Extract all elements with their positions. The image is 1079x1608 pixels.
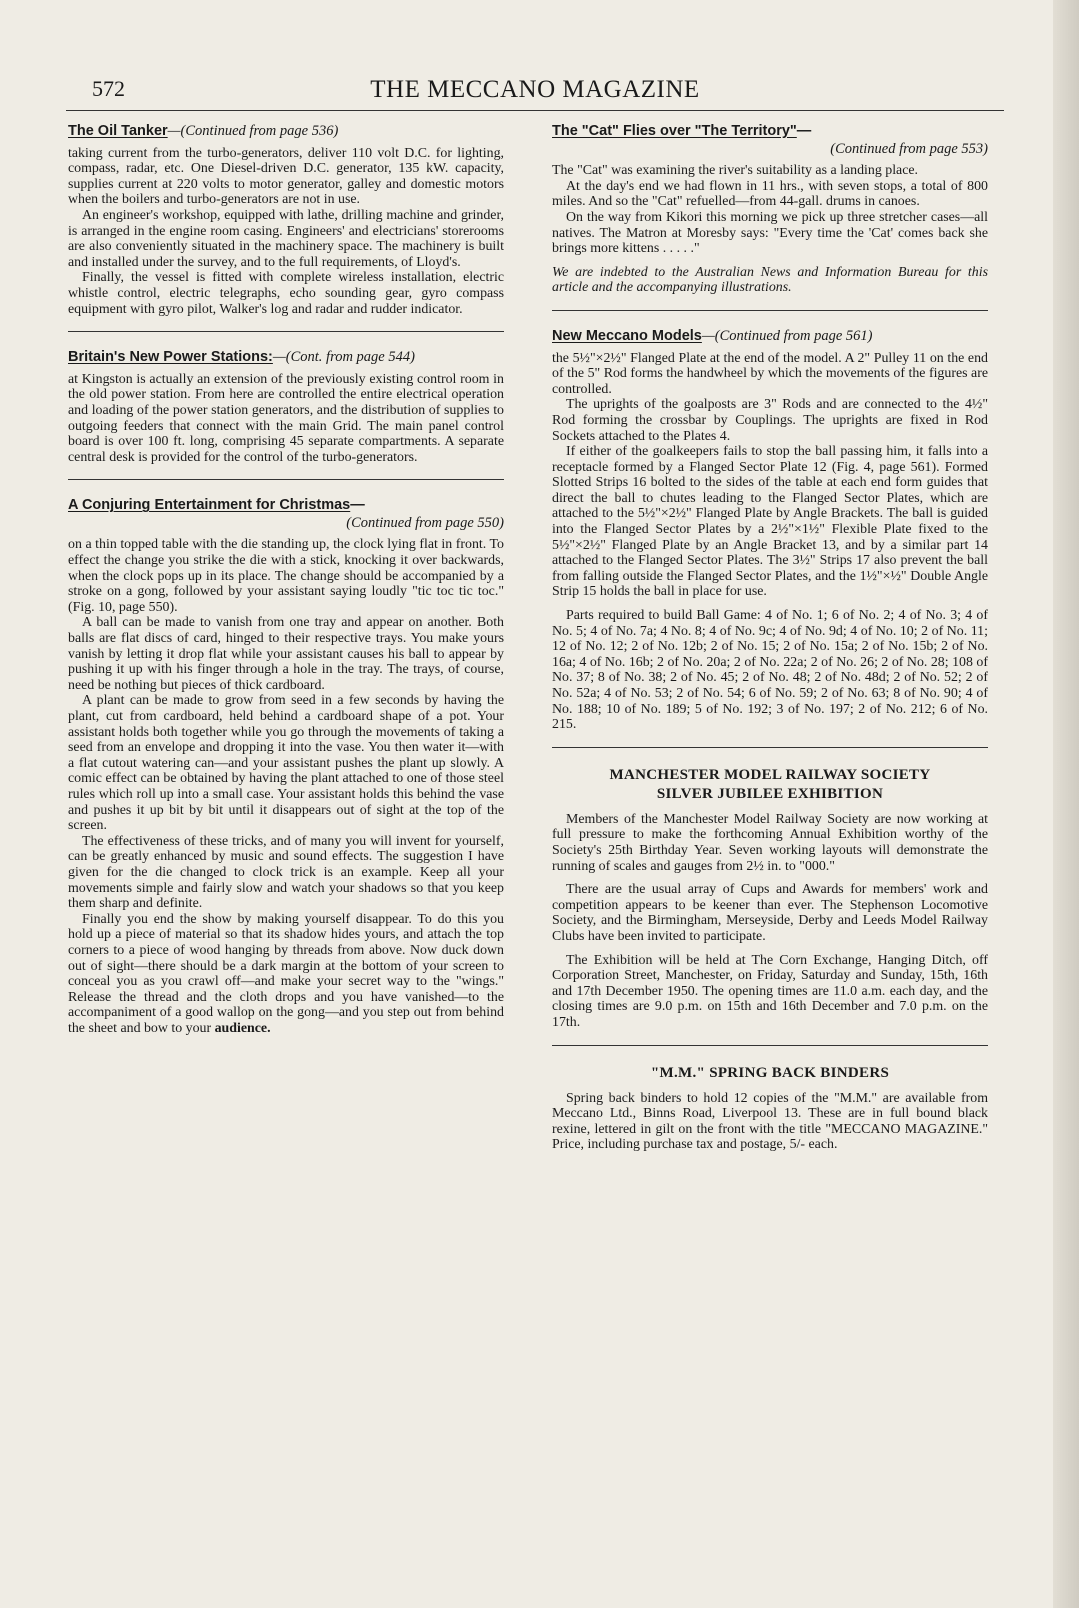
meccano-models-section bbox=[552, 329, 988, 733]
meccano-models-paragraph-3: If either of the goalkeepers fails to stop the ball passing him, it falls into a receptacle formed by a Flanged Sector Plate 12 (Fig. 4, page 561). Formed Slotted Strips 16 bolted to the sides of the table at each end form guides that direct the ball to chutes leading to the Flanged Sector Plates, which are attached to the 5½"×2½" Flanged Plate by Angle Brackets. The ball is guided into the Flanged Sector Plates by a 2½"×1½" Flexible Plate fixed to the 5½"×2½" Flanged Plate by an Angle Bracket 13, and by a similar part 14 attached to the Flanged Sector Plates. The 3½" Strips 17 also prevent the ball from falling outside the Flanged Sector Plates, and the 1½"×½" Double Angle Strip 15 holds the ball in place for use. bbox=[552, 444, 988, 600]
right-column bbox=[552, 124, 988, 1153]
oil-tanker-heading bbox=[68, 124, 504, 140]
conjuring-paragraph-5-text: Finally you end the show by making yourself disappear. To do this you hold up a piece of material so that its shadow hides yours, and attach the top corners to a piece of wood hanging by threads from above. Now duck down out of sight—there should be a dark margin at the bottom of your screen to conceal you as you crawl off—and make your secret way to the "wings." Release the thread and the cloth drops and you have vanished—to the accompaniment of a good wallop on the gong—and you step out from behind the sheet and bow to your bbox=[68, 911, 504, 1036]
railway-paragraph-2: There are the usual array of Cups and Awards for members' work and competition appears to be keener than ever. The Stephenson Locomotive Society, and the Birmingham, Merseyside, Derby and Leeds Model Railway Clubs have been invited to participate. bbox=[552, 882, 988, 944]
cat-section bbox=[552, 124, 988, 296]
cat-continued: (Continued from page 553) bbox=[830, 140, 988, 157]
cat-paragraph-1: The "Cat" was examining the river's suitability as a landing place. bbox=[552, 163, 919, 179]
power-stations-continued: —(Cont. from page 544) bbox=[272, 349, 415, 366]
conjuring-paragraph-4: The effectiveness of these tricks, and of many you will invent for yourself, can be greatly enhanced by music and sound effects. The suggestion I have given for the die changed to clock trick is an example. Keep all your movements simple and fairly slow and watch your shadows so that you keep them sharp and definite. bbox=[68, 833, 504, 912]
section-divider bbox=[552, 1045, 988, 1046]
cat-heading bbox=[552, 124, 988, 157]
railway-section bbox=[552, 766, 988, 1031]
cat-title: The "Cat" Flies over "The Territory" bbox=[552, 123, 797, 139]
cat-paragraph-2: At the day's end we had flown in 11 hrs., with seven stops, a total of 800 miles. And so the "Cat" refuelled—from 44-gall. drums in canoes. bbox=[552, 178, 988, 210]
meccano-models-paragraph-1: the 5½"×2½" Flanged Plate at the end of the model. A 2" Pulley 11 on the end of the 5" Rod forms the handwheel by which the movements of the figures are controlled. bbox=[552, 350, 988, 397]
parts-list: Parts required to build Ball Game: 4 of No. 1; 6 of No. 2; 4 of No. 3; 4 of No. 5; 4 of No. 7a; 4 No. 8; 4 of No. 9c; 4 of No. 9d; 4 of No. 10; 2 of No. 11; 12 of No. 12; 2 of No. 12b; 2 of No. 15; 2 of No. 15a; 2 of No. 15b; 2 of No. 16a; 4 of No. 16b; 2 of No. 20a; 2 of No. 22a; 2 of No. 26; 2 of No. 28; 108 of No. 37; 8 of No. 38; 2 of No. 45; 2 of No. 48; 2 of No. 48d; 2 of No. 52; 2 of No. 52a; 4 of No. 53; 2 of No. 54; 6 of No. 59; 2 of No. 63; 8 of No. 90; 4 of No. 188; 10 of No. 189; 5 of No. 192; 3 of No. 197; 2 of No. 212; 6 of No. 215. bbox=[552, 608, 988, 733]
conjuring-section bbox=[68, 498, 504, 1036]
cat-credit: We are indebted to the Australian News and Information Bureau for this article and the accompanying illustrations. bbox=[552, 264, 988, 296]
header-rule bbox=[66, 110, 1004, 111]
meccano-models-heading bbox=[552, 329, 988, 345]
conjuring-paragraph-3: A plant can be made to grow from seed in a few seconds by having the plant, cut from cardboard, held behind a cardboard shape of a pot. Your assistant holds both together while you go through the movements of taking a seed from an envelope and dropping it into the vase. You then water it—with a flat cutout watering can—and your assistant pushes the plant up slowly. A comic effect can be obtained by having the plant attached to one of those steel rules which roll up into a small case. Your assistant holds this behind the vase and pushes it up bit by bit until it disappears out of sight at the top of the screen. bbox=[68, 693, 504, 834]
oil-tanker-paragraph-2: An engineer's workshop, equipped with lathe, drilling machine and grinder, is arranged in the engine room casing. Engineers' and electricians' storerooms are also conveniently situated in the machinery space. The machinery is built and installed under the survey, and to the full requirements, of Lloyd's. bbox=[68, 207, 504, 270]
meccano-models-paragraph-2: The uprights of the goalposts are 3" Rods and are connected to the 4½" Rod forming the crossbar by Couplings. The uprights are fixed in Rod Sockets attached to the Plates 4. bbox=[552, 397, 988, 444]
conjuring-continued: (Continued from page 550) bbox=[346, 514, 504, 531]
binders-paragraph-1: Spring back binders to hold 12 copies of the "M.M." are available from Meccano Ltd., Binns Road, Liverpool 13. These are in full bound black rexine, lettered in gilt on the front with the title "MECCANO MAGAZINE." Price, including purchase tax and postage, 5/- each. bbox=[552, 1090, 988, 1153]
meccano-models-title: New Meccano Models bbox=[552, 327, 702, 344]
power-stations-title: Britain's New Power Stations: bbox=[68, 349, 273, 366]
railway-heading bbox=[552, 766, 988, 804]
power-stations-section bbox=[68, 350, 504, 465]
page-edge-shadow bbox=[1053, 0, 1079, 1608]
conjuring-paragraph-5-end: audience. bbox=[214, 1020, 271, 1036]
oil-tanker-section bbox=[68, 124, 504, 317]
conjuring-paragraph-2: A ball can be made to vanish from one tray and appear on another. Both balls are flat discs of card, hinged to their respective trays. You make yours vanish by letting it drop flat while your assistant causes his ball to appear by pushing it up with his finger through a hole in the tray. The trays, of course, need be nothing but pieces of thick cardboard. bbox=[68, 615, 504, 693]
railway-heading-line-1: MANCHESTER MODEL RAILWAY SOCIETY bbox=[609, 766, 931, 783]
page-number: 572 bbox=[92, 76, 125, 101]
conjuring-title: A Conjuring Entertainment for Christmas bbox=[68, 497, 351, 514]
cat-paragraph-3: On the way from Kikori this morning we pick up three stretcher cases—all natives. The Matron at Moresby says: "Every time the 'Cat' comes back she brings more kittens . . . . ." bbox=[552, 209, 988, 257]
binders-heading: "M.M." SPRING BACK BINDERS bbox=[650, 1064, 890, 1081]
railway-heading-line-2: SILVER JUBILEE EXHIBITION bbox=[656, 785, 884, 802]
oil-tanker-paragraph-1: taking current from the turbo-generators, deliver 110 volt D.C. for lighting, compass, radar, etc. One Diesel-driven D.C. generator, 135 kW. capacity, supplies current at 220 volts to motor generator, galley and domestic motors when the boilers and turbo-generators are not in use. bbox=[68, 145, 504, 208]
conjuring-dash: — bbox=[350, 497, 365, 514]
meccano-models-continued: —(Continued from page 561) bbox=[701, 327, 873, 344]
conjuring-paragraph-1: on a thin topped table with the die standing up, the clock lying flat in front. To effect the change you strike the die with a stick, knocking it over backwards, when the clock pops up in its place. The change should be accompanied by a stroke on a gong, followed by your assistant saying loudly "tic toc tic toc." (Fig. 10, page 550). bbox=[68, 537, 504, 615]
page-header bbox=[66, 76, 1004, 106]
conjuring-heading bbox=[68, 498, 504, 531]
section-divider bbox=[68, 331, 504, 332]
binders-section bbox=[552, 1064, 988, 1153]
oil-tanker-paragraph-3: Finally, the vessel is fitted with complete wireless installation, electric whistle control, electric telegraphs, echo sounding gear, gyro compass equipment with gyro pilot, Walker's log and radar and rudder indicator. bbox=[68, 270, 504, 317]
left-column bbox=[68, 124, 504, 1036]
power-stations-paragraph-1: at Kingston is actually an extension of the previously existing control room in the old power station. From here are controlled the entire electrical operation and loading of the power station generators, and the distribution of supplies to outgoing feeders that connect with the main Grid. The main panel control board is over 100 ft. long, comprising 45 separate compartments. A separate central desk is provided for the control of the turbo-generators. bbox=[68, 371, 504, 465]
power-stations-heading bbox=[68, 350, 504, 366]
magazine-title: THE MECCANO MAGAZINE bbox=[370, 76, 700, 103]
railway-paragraph-1: Members of the Manchester Model Railway Society are now working at full pressure to make the forthcoming Annual Exhibition worthy of the Society's 25th Birthday Year. Seven working layouts will demonstrate the running of scales and gauges from 2½ in. to "000." bbox=[552, 811, 988, 874]
section-divider bbox=[68, 479, 504, 480]
oil-tanker-title: The Oil Tanker bbox=[68, 123, 168, 139]
oil-tanker-continued: —(Continued from page 536) bbox=[167, 123, 339, 139]
railway-paragraph-3: The Exhibition will be held at The Corn Exchange, Hanging Ditch, off Corporation Street, Manchester, on Friday, Saturday and Sunday, 15th, 16th and 17th December 1950. The opening times are 11.0 a.m. each day, and the closing times are 9.0 p.m. on 15th and 16th December and 7.0 p.m. on the 17th. bbox=[552, 952, 988, 1030]
conjuring-paragraph-5 bbox=[68, 912, 504, 1037]
cat-dash: — bbox=[796, 123, 812, 139]
section-divider bbox=[552, 747, 988, 748]
section-divider bbox=[552, 310, 988, 311]
